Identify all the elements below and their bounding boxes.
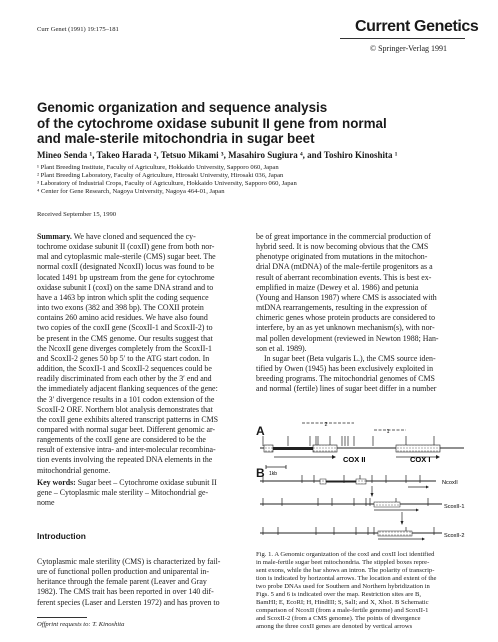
- copyright: © Springer-Verlag 1991: [370, 44, 448, 53]
- caption-line: comparison of NcoxII (from a male-fertile genome) and ScoxII-1: [256, 607, 429, 614]
- summary-line: tion events involving the repeated DNA elements in the: [37, 455, 213, 465]
- footnote-rule: [37, 617, 87, 618]
- figure-1-caption: [256, 551, 466, 631]
- ncoxii-label: NcoxII: [442, 480, 458, 486]
- probe-2-marker: [302, 422, 354, 428]
- summary-line: into two exons (382 and 398 bp). The COXII protein: [37, 303, 204, 313]
- summary-line: the NcoxII gene diverges completely from the ScoxII-1: [37, 343, 212, 353]
- coxi-exon: [396, 445, 440, 452]
- summary-line: oxidase subunit I (coxI) on the same DNA strand and to: [37, 282, 214, 292]
- para-line: interfere, by an as yet unknown mechanism(s), with nor-: [256, 323, 435, 333]
- para-line: (Young and Hanson 1987) where CMS is associated with: [256, 292, 437, 302]
- summary-line: result of extensive intra- and inter-molecular recombina-: [37, 445, 216, 455]
- para-line: tified by Owen (1945) has been exclusively exploited in: [256, 364, 434, 374]
- summary-line: and ScoxII-2 genes 50 bp 5′ to the ATG start codon. In: [37, 353, 210, 363]
- summary-line: have a 1463 bp intron which split the coding sequence: [37, 292, 209, 302]
- summary-line: two copies of the coxII gene (ScoxII-1 and ScoxII-2) to: [37, 323, 213, 333]
- summary: [37, 232, 243, 476]
- summary-line: normal coxII (designated NcoxII) locus was found to be: [37, 262, 215, 272]
- summary-line: ScoxII-2 ORF. Northern blot analysis demonstrates that: [37, 404, 213, 414]
- coxii-exon-1: [264, 445, 273, 452]
- para-line: drial DNA (mtDNA) of the male-fertile progenitors as a: [256, 262, 433, 272]
- para-line: phenotype originated from mutations in the mitochon-: [256, 252, 428, 262]
- affiliation-2: ² Plant Breeding Laboratory, Faculty of Agriculture, Hirosaki University, Hirosaki 036, Japan: [37, 172, 284, 179]
- scoxii-2-label: ScoxII-2: [444, 533, 465, 539]
- summary-line: mitochondrial genome.: [37, 465, 111, 475]
- affiliation-3: ³ Laboratory of Industrial Crops, Faculty of Agriculture, Hokkaido University, Sapporo 060, Japan: [37, 180, 297, 187]
- title-line-1: Genomic organization and sequence analysis: [37, 100, 328, 115]
- summary-line: compared with normal sugar beet. Different genomic ar-: [37, 424, 216, 434]
- scoxii-1-label: ScoxII-1: [444, 504, 465, 510]
- keywords-label: Key words:: [37, 478, 76, 487]
- caption-line: among the three coxII genes are denoted by vertical arrows: [256, 623, 413, 630]
- intro-line: ure of functional pollen production and uniparental in-: [37, 567, 210, 577]
- transcription-arrow-coxii: [274, 455, 336, 459]
- intro-line: heritance through the female parent (Leaver and Gray: [37, 577, 207, 587]
- summary-line: located 1491 bp upstream from the gene for cytochrome: [37, 272, 215, 282]
- citation: Curr Genet (1991) 19:175–181: [37, 26, 119, 33]
- summary-line: the immediately adjacent flanking sequences of the gene:: [37, 384, 218, 394]
- caption-line: tion is indicated by horizontal arrows. The location and extent of the: [256, 575, 437, 582]
- para-line: chimeric genes whose protein products are considered to: [256, 313, 436, 323]
- keywords: [37, 478, 243, 508]
- summary-line: We have cloned and sequenced the cy-: [73, 232, 196, 241]
- summary-line: readily discriminated from each other by the 3′ end and: [37, 374, 212, 384]
- restriction-sites-a: [263, 436, 434, 446]
- intro-line: 1982). The CMS trait has been reported in over 140 dif-: [37, 587, 214, 597]
- coxii-exon-2: [313, 445, 337, 452]
- para-line: be of great importance in the commercial production of: [256, 232, 431, 241]
- caption-line: Fig. 1. A Genomic organization of the coxI and coxII loci identified: [256, 551, 435, 558]
- introduction-text: [37, 557, 243, 608]
- probe-1-label: 1: [386, 429, 390, 435]
- caption-line: Figs. 5 and 6 is indicated over the map. Restriction sites are B,: [256, 591, 421, 598]
- figure-panel-a-label: A: [256, 424, 265, 438]
- para-line: breeding programs. The mitochondrial genomes of CMS: [256, 374, 435, 384]
- title-line-2: of the cytochrome oxidase subunit II gene from normal: [37, 115, 387, 131]
- right-column-text: [256, 232, 464, 395]
- affiliations: [37, 164, 297, 196]
- ncoxii-map: [260, 475, 436, 489]
- figure-1-diagram: [256, 420, 468, 541]
- scale-bar-label: 1kb: [269, 471, 278, 477]
- caption-line: two probe DNAs used for Southern and Northern hybridization in: [256, 583, 430, 590]
- affiliation-4: ⁴ Center for Gene Research, Nagoya University, Nagoya 464-01, Japan: [37, 188, 225, 195]
- para-line: result of aberrant recombination events. This is best ex-: [256, 272, 432, 282]
- caption-line: and ScoxII-2 (from a CMS genome). The points of divergence: [256, 615, 421, 622]
- para-line: son et al. 1989).: [256, 343, 307, 353]
- keywords-line: gene – Cytoplasmic male sterility – Mitochondrial ge-: [37, 488, 209, 498]
- para-line: emplified in maize (Dewey et al. 1986) and petunia: [256, 282, 419, 292]
- coxii-gene-label: COX II: [343, 455, 366, 464]
- para-line: and normal (fertile) lines of sugar beet differ in a number: [256, 384, 437, 394]
- scoxii-2-map: [260, 527, 442, 541]
- summary-line: addition, the ScoxII-1 and ScoxII-2 sequences could be: [37, 364, 212, 374]
- affiliation-1: ¹ Plant Breeding Institute, Faculty of Agriculture, Hokkaido University, Sapporo 060, Japan: [37, 164, 279, 171]
- para-line: mtDNA rearrangements, resulting in the expression of: [256, 303, 428, 313]
- section-heading-introduction: Introduction: [37, 531, 86, 541]
- probe-2-label: 2: [324, 422, 328, 428]
- received-date: Received September 15, 1990: [37, 211, 117, 218]
- summary-line: the 3′ divergence results in a 101 codon extension of the: [37, 394, 215, 404]
- scoxii-1-map: [260, 498, 442, 512]
- article-title: [37, 100, 387, 147]
- caption-line: BamHI; E, EcoRI; H, HindIII; S, SalI; and X, XhoI. B Schematic: [256, 599, 429, 606]
- coxi-gene-label: COX I: [410, 455, 431, 464]
- header-rule: [340, 38, 465, 39]
- summary-line: rangements of the coxII gene are considered to be the: [37, 435, 206, 445]
- scale-bar: [266, 465, 286, 477]
- keywords-line: nome: [37, 498, 55, 508]
- summary-line: be present in the CMS genome. Our results suggest that: [37, 333, 213, 343]
- offprint-note: Offprint requests to: T. Kinoshita: [37, 621, 125, 628]
- para-line: mal pollen development (reviewed in Newton 1988; Han-: [256, 333, 439, 343]
- keywords-line: Sugar beet – Cytochrome oxidase subunit II: [77, 478, 217, 487]
- title-line-3: and male-sterile mitochondria in sugar beet: [37, 131, 315, 147]
- summary-line: the coxII gene exhibits altered transcript patterns in CMS: [37, 414, 218, 424]
- probe-1-marker: [374, 429, 406, 435]
- authors: Mineo Senda ¹, Takeo Harada ², Tetsuo Mikami ³, Masahiro Sugiura ⁴, and Toshiro Kinoshita ¹: [37, 150, 398, 160]
- coxii-intron-bar: [273, 447, 313, 450]
- caption-line: sent exons, while the bar shows an intron. The polarity of transcrip-: [256, 567, 435, 574]
- figure-panel-b-label: B: [256, 466, 265, 480]
- para-line: In sugar beet (Beta vulgaris L.), the CMS source iden-: [264, 353, 436, 363]
- summary-line: contains 260 amino acid residues. We have also found: [37, 313, 208, 323]
- para-line: hybrid seed. It is now becoming obvious that the CMS: [256, 242, 429, 252]
- summary-line: tochrome oxidase subunit II (coxII) gene from both nor-: [37, 242, 215, 252]
- intro-line: Cytoplasmic male sterility (CMS) is characterized by fail-: [37, 557, 221, 566]
- summary-label: Summary.: [37, 232, 72, 241]
- journal-name: Current Genetics: [355, 18, 479, 35]
- intro-line: ferent species (Laser and Lersten 1972) and has proven to: [37, 597, 220, 607]
- summary-line: mal and cytoplasmic male-sterile (CMS) sugar beet. The: [37, 252, 216, 262]
- caption-line: in male-fertile sugar beet mitochondria. The stippled boxes repre-: [256, 559, 430, 566]
